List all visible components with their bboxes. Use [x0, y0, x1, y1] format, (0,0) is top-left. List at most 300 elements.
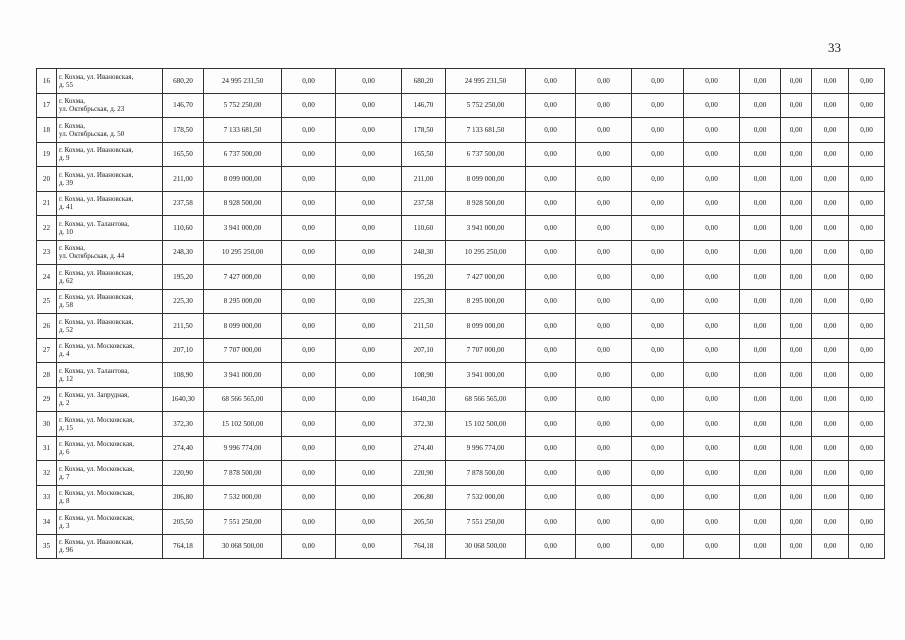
value-cell: 274,40: [402, 436, 446, 461]
value-cell: 0,00: [632, 240, 684, 265]
value-cell: 220,90: [402, 461, 446, 486]
address-line: д. 7: [59, 472, 70, 481]
value-cell: 220,90: [163, 461, 204, 486]
value-cell: 0,00: [812, 314, 849, 339]
value-cell: 0,00: [781, 69, 812, 94]
address-line: г. Кохма, ул. Московская,: [59, 513, 135, 522]
value-cell: 372,30: [163, 412, 204, 437]
value-cell: 0,00: [576, 534, 632, 559]
value-cell: 0,00: [684, 167, 740, 192]
value-cell: 0,00: [849, 338, 885, 363]
value-cell: 0,00: [684, 436, 740, 461]
value-cell: 211,00: [402, 167, 446, 192]
value-cell: 110,60: [163, 216, 204, 241]
row-number-cell: 34: [37, 510, 57, 535]
address-line: д. 39: [59, 178, 74, 187]
value-cell: 0,00: [282, 534, 336, 559]
value-cell: 3 941 000,00: [204, 363, 282, 388]
value-cell: 0,00: [781, 118, 812, 143]
address-line: г. Кохма,: [59, 244, 85, 253]
value-cell: 248,30: [402, 240, 446, 265]
value-cell: 0,00: [576, 436, 632, 461]
row-number-cell: 31: [37, 436, 57, 461]
address-line: д. 9: [59, 154, 70, 163]
row-number-cell: 30: [37, 412, 57, 437]
value-cell: 0,00: [526, 485, 576, 510]
value-cell: 0,00: [526, 265, 576, 290]
value-cell: 6 737 500,00: [204, 142, 282, 167]
value-cell: 0,00: [336, 289, 402, 314]
value-cell: 0,00: [336, 167, 402, 192]
value-cell: 0,00: [526, 191, 576, 216]
value-cell: 0,00: [684, 93, 740, 118]
value-cell: 0,00: [576, 314, 632, 339]
value-cell: 764,18: [163, 534, 204, 559]
value-cell: 211,50: [402, 314, 446, 339]
value-cell: 0,00: [632, 69, 684, 94]
value-cell: 248,30: [163, 240, 204, 265]
value-cell: 0,00: [526, 118, 576, 143]
value-cell: 0,00: [849, 216, 885, 241]
value-cell: 0,00: [781, 216, 812, 241]
address-line: г. Кохма, ул. Московская,: [59, 415, 135, 424]
address-line: ул. Октябрьская, д. 50: [59, 129, 125, 138]
value-cell: 0,00: [632, 387, 684, 412]
value-cell: 0,00: [336, 387, 402, 412]
value-cell: 0,00: [781, 436, 812, 461]
value-cell: 0,00: [849, 118, 885, 143]
value-cell: 0,00: [812, 289, 849, 314]
value-cell: 0,00: [740, 461, 781, 486]
value-cell: 0,00: [526, 69, 576, 94]
table-row: [37, 93, 885, 118]
table-row: [37, 216, 885, 241]
value-cell: 0,00: [684, 338, 740, 363]
value-cell: 0,00: [526, 510, 576, 535]
address-line: г. Кохма,: [59, 97, 85, 106]
value-cell: 0,00: [812, 412, 849, 437]
value-cell: 0,00: [526, 240, 576, 265]
value-cell: 0,00: [336, 240, 402, 265]
value-cell: 0,00: [781, 167, 812, 192]
value-cell: 372,30: [402, 412, 446, 437]
address-line: г. Кохма, ул. Ивановская,: [59, 538, 134, 547]
value-cell: 0,00: [740, 191, 781, 216]
value-cell: 1640,30: [402, 387, 446, 412]
value-cell: 15 102 500,00: [204, 412, 282, 437]
value-cell: 0,00: [781, 289, 812, 314]
value-cell: 165,50: [402, 142, 446, 167]
value-cell: 3 941 000,00: [204, 216, 282, 241]
value-cell: 24 995 231,50: [204, 69, 282, 94]
value-cell: 195,20: [163, 265, 204, 290]
value-cell: 0,00: [526, 534, 576, 559]
value-cell: 7 427 000,00: [446, 265, 526, 290]
value-cell: 0,00: [781, 240, 812, 265]
row-number-cell: 23: [37, 240, 57, 265]
table-row: [37, 461, 885, 486]
value-cell: 8 099 000,00: [204, 314, 282, 339]
value-cell: 0,00: [781, 412, 812, 437]
table-row: [37, 363, 885, 388]
value-cell: 10 295 250,00: [204, 240, 282, 265]
value-cell: 3 941 000,00: [446, 363, 526, 388]
value-cell: 0,00: [684, 534, 740, 559]
value-cell: 0,00: [576, 216, 632, 241]
value-cell: 0,00: [684, 191, 740, 216]
row-number-cell: 19: [37, 142, 57, 167]
value-cell: 0,00: [849, 436, 885, 461]
value-cell: 0,00: [684, 314, 740, 339]
value-cell: 0,00: [740, 216, 781, 241]
value-cell: 0,00: [336, 118, 402, 143]
address-cell: [57, 118, 163, 143]
address-line: г. Кохма, ул. Ивановская,: [59, 317, 134, 326]
value-cell: 0,00: [336, 436, 402, 461]
value-cell: 7 532 000,00: [204, 485, 282, 510]
address-cell: [57, 363, 163, 388]
value-cell: 0,00: [336, 191, 402, 216]
address-line: г. Кохма, ул. Московская,: [59, 489, 135, 498]
value-cell: 0,00: [812, 338, 849, 363]
value-cell: 0,00: [849, 142, 885, 167]
value-cell: 0,00: [336, 265, 402, 290]
value-cell: 0,00: [526, 363, 576, 388]
value-cell: 0,00: [336, 69, 402, 94]
value-cell: 0,00: [781, 485, 812, 510]
value-cell: 0,00: [282, 485, 336, 510]
value-cell: 0,00: [576, 338, 632, 363]
address-cell: [57, 314, 163, 339]
value-cell: 0,00: [282, 216, 336, 241]
value-cell: 0,00: [812, 69, 849, 94]
value-cell: 0,00: [336, 485, 402, 510]
value-cell: 0,00: [812, 461, 849, 486]
value-cell: 0,00: [812, 191, 849, 216]
value-cell: 0,00: [849, 191, 885, 216]
address-line: д. 15: [59, 423, 74, 432]
value-cell: 0,00: [849, 167, 885, 192]
value-cell: 0,00: [812, 436, 849, 461]
value-cell: 0,00: [684, 485, 740, 510]
value-cell: 0,00: [282, 338, 336, 363]
address-cell: [57, 167, 163, 192]
value-cell: 0,00: [336, 412, 402, 437]
value-cell: 0,00: [632, 142, 684, 167]
value-cell: 7 878 500,00: [446, 461, 526, 486]
value-cell: 0,00: [632, 412, 684, 437]
value-cell: 9 996 774,00: [446, 436, 526, 461]
value-cell: 0,00: [684, 289, 740, 314]
value-cell: 0,00: [812, 167, 849, 192]
value-cell: 0,00: [632, 314, 684, 339]
value-cell: 205,50: [402, 510, 446, 535]
value-cell: 0,00: [282, 142, 336, 167]
value-cell: 0,00: [336, 216, 402, 241]
value-cell: 680,20: [163, 69, 204, 94]
value-cell: 0,00: [632, 265, 684, 290]
value-cell: 0,00: [684, 216, 740, 241]
housing-register-table: [36, 68, 885, 559]
value-cell: 0,00: [576, 412, 632, 437]
value-cell: 0,00: [684, 387, 740, 412]
value-cell: 0,00: [576, 461, 632, 486]
address-cell: [57, 485, 163, 510]
address-cell: [57, 338, 163, 363]
value-cell: 7 133 681,50: [446, 118, 526, 143]
value-cell: 0,00: [849, 314, 885, 339]
address-cell: [57, 93, 163, 118]
value-cell: 680,20: [402, 69, 446, 94]
value-cell: 0,00: [781, 363, 812, 388]
value-cell: 0,00: [336, 93, 402, 118]
value-cell: 211,50: [163, 314, 204, 339]
value-cell: 0,00: [849, 412, 885, 437]
value-cell: 0,00: [740, 69, 781, 94]
value-cell: 0,00: [282, 289, 336, 314]
value-cell: 7 551 250,00: [204, 510, 282, 535]
address-line: г. Кохма, ул. Московская,: [59, 440, 135, 449]
address-line: д. 3: [59, 521, 70, 530]
table-row: [37, 265, 885, 290]
table-row: [37, 534, 885, 559]
value-cell: 9 996 774,00: [204, 436, 282, 461]
value-cell: 0,00: [849, 69, 885, 94]
row-number-cell: 22: [37, 216, 57, 241]
value-cell: 0,00: [684, 240, 740, 265]
value-cell: 0,00: [282, 93, 336, 118]
value-cell: 0,00: [526, 216, 576, 241]
value-cell: 68 566 565,00: [446, 387, 526, 412]
address-cell: [57, 191, 163, 216]
value-cell: 0,00: [526, 461, 576, 486]
address-cell: [57, 510, 163, 535]
value-cell: 0,00: [336, 534, 402, 559]
address-line: д. 12: [59, 374, 74, 383]
value-cell: 0,00: [632, 191, 684, 216]
table-row: [37, 289, 885, 314]
address-line: г. Кохма, ул. Талантова,: [59, 366, 130, 375]
value-cell: 0,00: [336, 142, 402, 167]
table-row: [37, 436, 885, 461]
address-line: г. Кохма, ул. Ивановская,: [59, 170, 134, 179]
value-cell: 274,40: [163, 436, 204, 461]
value-cell: 0,00: [336, 510, 402, 535]
value-cell: 8 099 000,00: [446, 167, 526, 192]
value-cell: 0,00: [740, 412, 781, 437]
value-cell: 0,00: [526, 338, 576, 363]
value-cell: 0,00: [740, 436, 781, 461]
value-cell: 0,00: [282, 510, 336, 535]
value-cell: 0,00: [336, 363, 402, 388]
value-cell: 0,00: [282, 461, 336, 486]
address-line: г. Кохма, ул. Ивановская,: [59, 146, 134, 155]
value-cell: 0,00: [740, 338, 781, 363]
value-cell: 0,00: [632, 118, 684, 143]
value-cell: 0,00: [282, 314, 336, 339]
row-number-cell: 20: [37, 167, 57, 192]
address-line: д. 41: [59, 203, 74, 212]
address-line: д. 62: [59, 276, 74, 285]
address-line: г. Кохма,: [59, 121, 85, 130]
value-cell: 0,00: [684, 118, 740, 143]
address-line: д. 10: [59, 227, 74, 236]
value-cell: 0,00: [812, 240, 849, 265]
value-cell: 178,50: [163, 118, 204, 143]
value-cell: 0,00: [849, 387, 885, 412]
value-cell: 205,50: [163, 510, 204, 535]
row-number-cell: 29: [37, 387, 57, 412]
value-cell: 0,00: [740, 534, 781, 559]
value-cell: 0,00: [576, 167, 632, 192]
value-cell: 0,00: [282, 69, 336, 94]
address-cell: [57, 461, 163, 486]
value-cell: 7 532 000,00: [446, 485, 526, 510]
address-cell: [57, 412, 163, 437]
value-cell: 0,00: [282, 191, 336, 216]
row-number-cell: 24: [37, 265, 57, 290]
value-cell: 0,00: [576, 265, 632, 290]
value-cell: 0,00: [740, 387, 781, 412]
value-cell: 0,00: [812, 142, 849, 167]
address-cell: [57, 240, 163, 265]
value-cell: 0,00: [336, 314, 402, 339]
value-cell: 7 707 000,00: [446, 338, 526, 363]
value-cell: 0,00: [812, 363, 849, 388]
value-cell: 237,58: [402, 191, 446, 216]
value-cell: 0,00: [849, 240, 885, 265]
value-cell: 0,00: [684, 461, 740, 486]
value-cell: 0,00: [684, 69, 740, 94]
value-cell: 0,00: [282, 265, 336, 290]
value-cell: 0,00: [781, 314, 812, 339]
row-number-cell: 32: [37, 461, 57, 486]
value-cell: 0,00: [781, 93, 812, 118]
row-number-cell: 35: [37, 534, 57, 559]
value-cell: 108,90: [163, 363, 204, 388]
value-cell: 0,00: [849, 289, 885, 314]
value-cell: 8 928 500,00: [204, 191, 282, 216]
value-cell: 0,00: [632, 93, 684, 118]
value-cell: 0,00: [576, 510, 632, 535]
address-cell: [57, 387, 163, 412]
value-cell: 0,00: [576, 289, 632, 314]
row-number-cell: 33: [37, 485, 57, 510]
value-cell: 0,00: [282, 363, 336, 388]
value-cell: 0,00: [849, 265, 885, 290]
table-row: [37, 142, 885, 167]
address-line: г. Кохма, ул. Ивановская,: [59, 293, 134, 302]
value-cell: 0,00: [812, 118, 849, 143]
value-cell: 0,00: [781, 338, 812, 363]
value-cell: 0,00: [781, 461, 812, 486]
row-number-cell: 28: [37, 363, 57, 388]
value-cell: 0,00: [576, 118, 632, 143]
value-cell: 0,00: [576, 191, 632, 216]
value-cell: 0,00: [282, 167, 336, 192]
address-cell: [57, 534, 163, 559]
value-cell: 0,00: [526, 142, 576, 167]
table-row: [37, 118, 885, 143]
address-line: ул. Октябрьская, д. 23: [59, 105, 125, 114]
value-cell: 110,60: [402, 216, 446, 241]
value-cell: 0,00: [740, 240, 781, 265]
row-number-cell: 18: [37, 118, 57, 143]
table-row: [37, 167, 885, 192]
value-cell: 0,00: [781, 510, 812, 535]
value-cell: 0,00: [336, 338, 402, 363]
value-cell: 206,80: [402, 485, 446, 510]
value-cell: 0,00: [576, 93, 632, 118]
value-cell: 0,00: [812, 510, 849, 535]
value-cell: 0,00: [576, 69, 632, 94]
value-cell: 0,00: [282, 387, 336, 412]
value-cell: 0,00: [632, 338, 684, 363]
value-cell: 0,00: [526, 167, 576, 192]
value-cell: 0,00: [684, 412, 740, 437]
value-cell: 0,00: [849, 485, 885, 510]
value-cell: 0,00: [812, 387, 849, 412]
value-cell: 0,00: [849, 363, 885, 388]
value-cell: 8 295 000,00: [204, 289, 282, 314]
value-cell: 8 099 000,00: [446, 314, 526, 339]
table-row: [37, 240, 885, 265]
value-cell: 0,00: [740, 265, 781, 290]
table-row: [37, 510, 885, 535]
value-cell: 3 941 000,00: [446, 216, 526, 241]
value-cell: 0,00: [336, 461, 402, 486]
value-cell: 207,10: [402, 338, 446, 363]
value-cell: 0,00: [576, 240, 632, 265]
value-cell: 0,00: [282, 240, 336, 265]
row-number-cell: 27: [37, 338, 57, 363]
address-line: г. Кохма, ул. Ивановская,: [59, 195, 134, 204]
address-cell: [57, 289, 163, 314]
value-cell: 0,00: [526, 289, 576, 314]
value-cell: 0,00: [632, 510, 684, 535]
value-cell: 0,00: [576, 387, 632, 412]
address-cell: [57, 142, 163, 167]
address-line: г. Кохма, ул. Талантова,: [59, 219, 130, 228]
value-cell: 0,00: [632, 363, 684, 388]
value-cell: 5 752 250,00: [446, 93, 526, 118]
table-row: [37, 314, 885, 339]
value-cell: 108,90: [402, 363, 446, 388]
value-cell: 0,00: [632, 289, 684, 314]
value-cell: 165,50: [163, 142, 204, 167]
value-cell: 0,00: [740, 142, 781, 167]
address-cell: [57, 436, 163, 461]
value-cell: 225,30: [402, 289, 446, 314]
value-cell: 15 102 500,00: [446, 412, 526, 437]
value-cell: 24 995 231,50: [446, 69, 526, 94]
value-cell: 207,10: [163, 338, 204, 363]
value-cell: 5 752 250,00: [204, 93, 282, 118]
value-cell: 225,30: [163, 289, 204, 314]
value-cell: 1640,30: [163, 387, 204, 412]
page-number: 33: [828, 40, 841, 55]
value-cell: 0,00: [781, 387, 812, 412]
value-cell: 0,00: [526, 93, 576, 118]
value-cell: 195,20: [402, 265, 446, 290]
address-line: г. Кохма, ул. Московская,: [59, 464, 135, 473]
value-cell: 0,00: [812, 216, 849, 241]
value-cell: 7 133 681,50: [204, 118, 282, 143]
value-cell: 178,50: [402, 118, 446, 143]
value-cell: 0,00: [632, 167, 684, 192]
value-cell: 0,00: [526, 412, 576, 437]
table-row: [37, 387, 885, 412]
